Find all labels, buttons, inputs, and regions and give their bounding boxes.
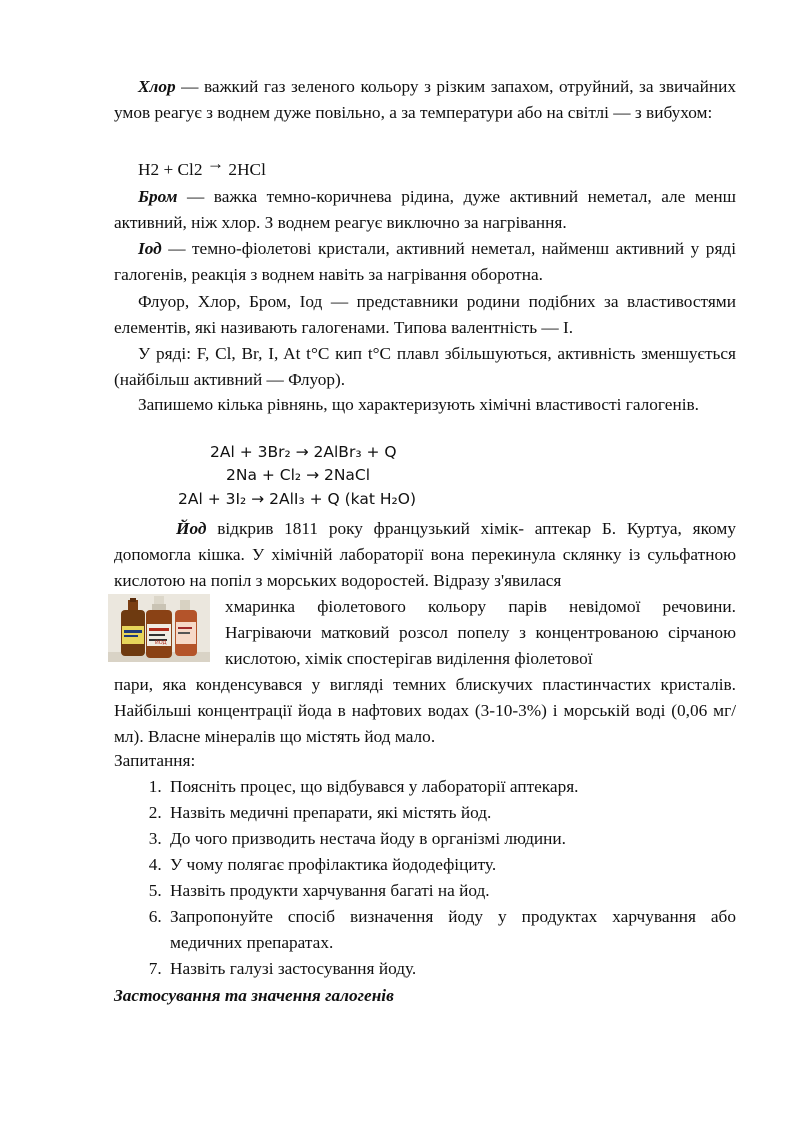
paragraph-iodine-story-wrap: хмаринка фіолетового кольору парів невідомої речовини. Нагріваючи матковий розсол попелу з концентрованою сірчаною кислотою, хімік спостерігав виділення фіолетової xyxy=(225,597,736,668)
question-item: 4. У чому полягає профілактика йододефіциту. xyxy=(166,852,736,878)
equation-na-cl: 2Na + Cl₂ → 2NaCl xyxy=(226,466,371,484)
bottle-label-text: ЙОД xyxy=(155,640,167,646)
section-title-halogens: Застосування та значення галогенів xyxy=(114,986,394,1005)
formula-right: 2HCl xyxy=(228,160,266,179)
paragraph-iodine-story-tail: пари, яка конденсувався у вигляді темних блискучих пластинчастих кристалів. Найбільші концентрації йода в нафтових водах (3-10-3%) і морській воді (0,06 мг/мл). Власне мінералів що містять йод мало. xyxy=(114,675,736,746)
bottles-illustration xyxy=(108,594,210,662)
formula-left: H2 + Cl2 xyxy=(138,160,203,179)
iodine-text: — темно-фіолетові кристали, активний неметал, найменш активний у ряді галогенів, реакція з воднем навіть за нагрівання оборотна. xyxy=(114,239,736,284)
question-item: 1. Поясніть процес, що відбувався у лабораторії аптекаря. xyxy=(166,774,736,800)
questions-list xyxy=(114,774,736,982)
chlorine-text: — важкий газ зеленого кольору з різким запахом, отруйний, за звичайних умов реагує з воднем дуже повільно, а за температури або на світлі — з вибухом: xyxy=(114,77,736,122)
iodine-story-text: відкрив 1811 року французький хімік- аптекар Б. Куртуа, якому допомогла кішка. У хімічній лабораторії вона перекинула склянку із сульфатною кислотою на попіл з морських водоростей. Відразу з'явилася xyxy=(114,519,736,590)
paragraph-family: Флуор, Хлор, Бром, Іод — представники родини подібних за властивостями елементів, які називають галогенами. Типова валентність — I. xyxy=(114,292,736,337)
term-iodine: Іод xyxy=(138,239,162,258)
question-item: 7. Назвіть галузі застосування йоду. xyxy=(166,956,736,982)
formula-h2-cl2 xyxy=(138,154,266,183)
question-item: 5. Назвіть продукти харчування багаті на йод. xyxy=(166,878,736,904)
question-item: 3. До чого призводить нестача йоду в організмі людини. xyxy=(166,826,736,852)
question-item: 2. Назвіть медичні препарати, які містять йод. xyxy=(166,800,736,826)
formula-arrow: → xyxy=(206,154,225,173)
term-chlorine: Хлор xyxy=(138,77,176,96)
equation-al-br: 2Al + 3Br₂ → 2AlBr₃ + Q xyxy=(210,443,397,461)
equation-al-i: 2Al + 3I₂ → 2AlI₃ + Q (kat H₂O) xyxy=(178,490,416,508)
bromine-text: — важка темно-коричнева рідина, дуже активний неметал, але менш активний, ніж хлор. З воднем реагує виключно за нагрівання. xyxy=(114,187,736,232)
term-iodine-story: Йод xyxy=(176,519,207,538)
paragraph-iodine-story xyxy=(114,516,736,594)
question-item: 6. Запропонуйте спосіб визначення йоду у продуктах харчування або медичних препаратах. xyxy=(166,904,736,956)
paragraph-series: У ряді: F, Cl, Br, I, At t°C кип t°C плавл збільшуються, активність зменшується (найбільш активний — Флуор). xyxy=(114,344,736,389)
questions-title: Запитання: xyxy=(114,751,196,770)
paragraph-bromine xyxy=(114,184,736,236)
term-bromine: Бром xyxy=(138,187,178,206)
paragraph-equations-intro: Запишемо кілька рівнянь, що характеризують хімічні властивості галогенів. xyxy=(138,395,699,414)
paragraph-iodine xyxy=(114,236,736,288)
paragraph-chlorine xyxy=(114,74,736,126)
iodine-bottles-photo xyxy=(108,594,210,662)
